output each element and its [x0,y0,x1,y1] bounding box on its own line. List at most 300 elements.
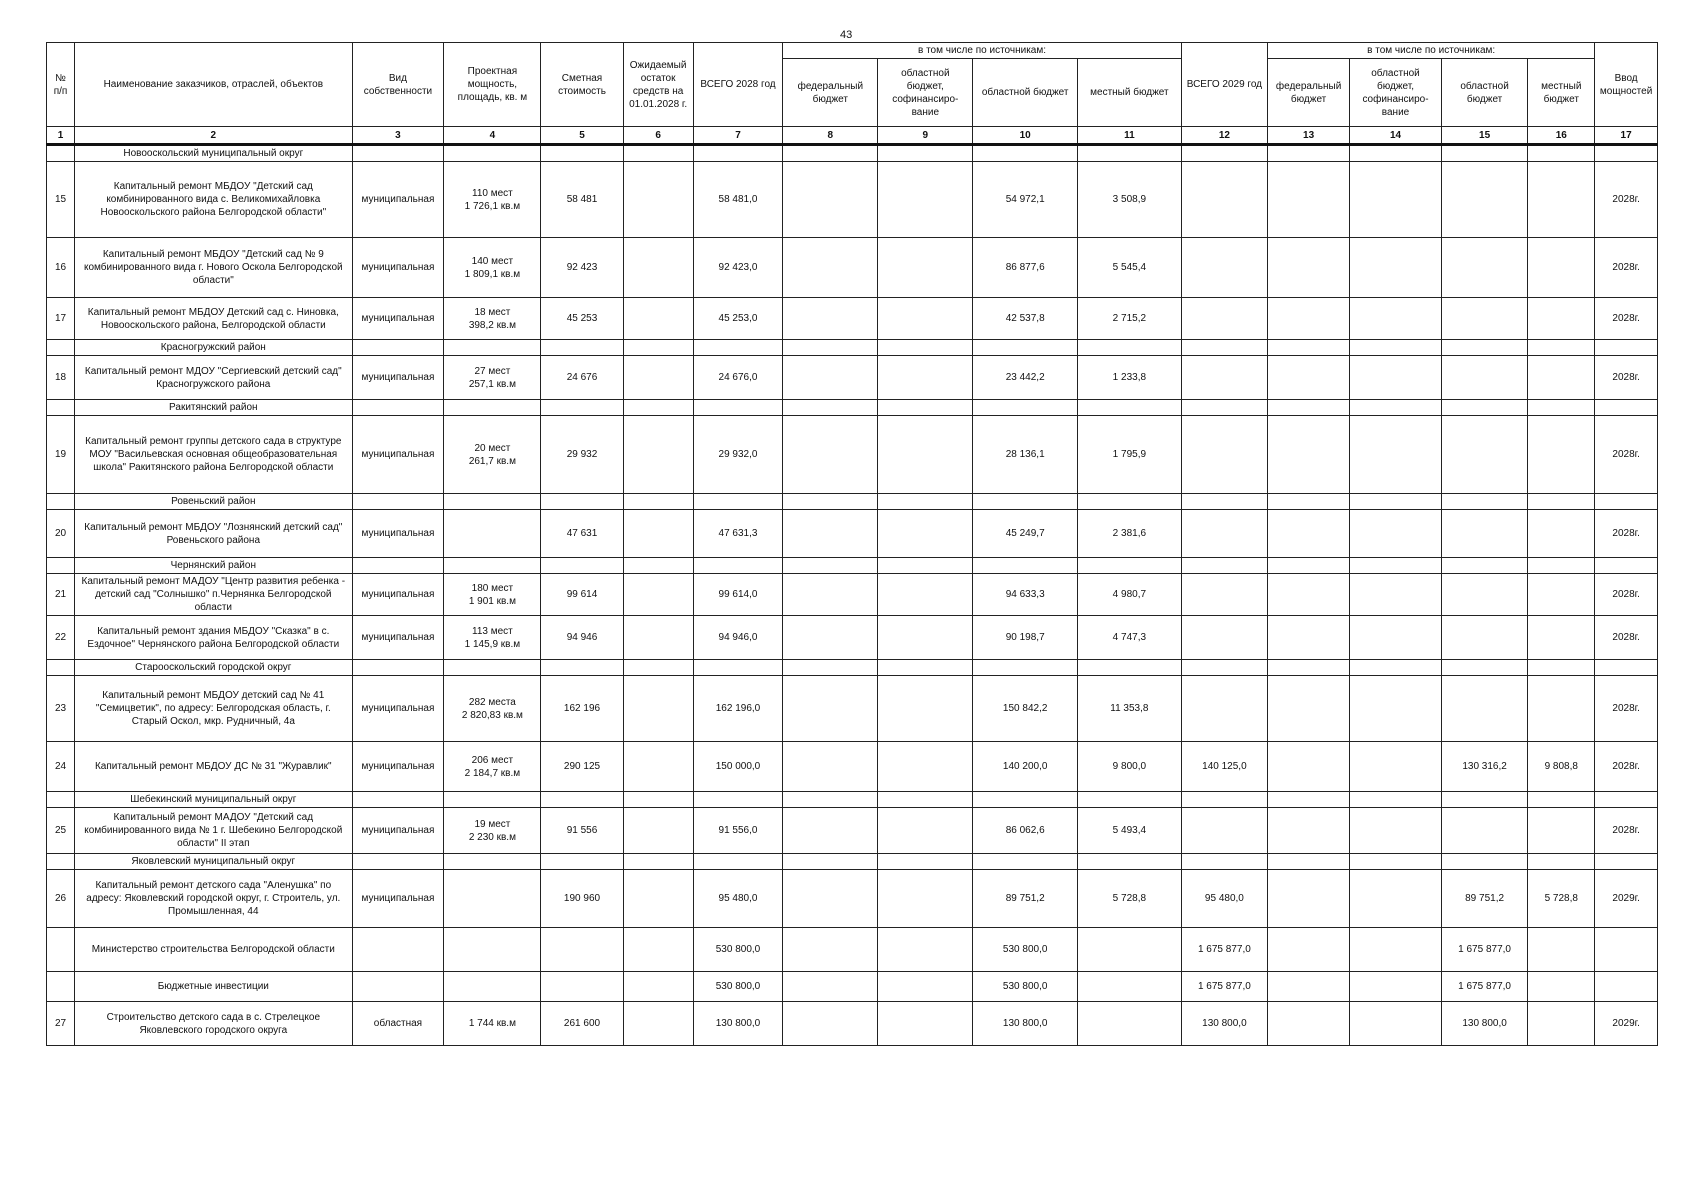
total-2028-cell: 91 556,0 [693,808,783,854]
section-row [47,340,1658,356]
empty-cell [783,400,878,416]
object-name-cell: Капитальный ремонт МАДОУ "Центр развития ребенка - детский сад "Солнышко" п.Чернянка Белгородской области [75,574,352,616]
table-row [47,616,1658,660]
empty-cell [444,340,541,356]
empty-cell [1078,558,1182,574]
cofinancing-cell [878,416,973,494]
empty-cell [541,494,623,510]
local-budget-2029-cell [1528,356,1595,400]
total-2028-cell: 47 631,3 [693,510,783,558]
total-2029-cell: 130 800,0 [1181,1002,1267,1046]
section-title: Шебекинский муниципальный округ [75,792,352,808]
empty-cell [1268,792,1350,808]
cofinancing-cell [878,510,973,558]
total-2029-cell [1181,510,1267,558]
empty-cell [1595,145,1658,162]
empty-cell [352,928,444,972]
empty-cell [1350,340,1442,356]
object-name-cell: Капитальный ремонт МБДОУ "Детский сад № 9 комбинированного вида г. Нового Оскола Белгородской области" [75,238,352,298]
empty-cell [541,854,623,870]
empty-cell [783,558,878,574]
commissioning-year-cell: 2028г. [1595,162,1658,238]
empty-cell [623,340,693,356]
capacity-cell [444,574,541,616]
column-number: 14 [1350,127,1442,145]
empty-cell [1268,854,1350,870]
header-regional-cofin-2029: областной бюджет, софинансиро-вание [1350,59,1442,127]
empty-cell [1595,340,1658,356]
estimated-cost-cell: 94 946 [541,616,623,660]
federal-budget-cell [783,742,878,792]
object-name-cell: Капитальный ремонт МБДОУ Детский сад с. Ниновка, Новооскольского района, Белгородской области [75,298,352,340]
table-row [47,1002,1658,1046]
table-row [47,742,1658,792]
empty-cell [623,145,693,162]
empty-cell [1441,494,1527,510]
section-title: Старооскольский городской округ [75,660,352,676]
empty-cell [623,400,693,416]
empty-cell [1350,558,1442,574]
capacity-places: 27 мест [474,365,511,377]
empty-cell [1528,145,1595,162]
header-federal-2029: федеральный бюджет [1268,59,1350,127]
column-number: 16 [1528,127,1595,145]
local-budget-cell: 5 728,8 [1078,870,1182,928]
empty-cell [878,400,973,416]
local-budget-cell: 9 800,0 [1078,742,1182,792]
empty-cell [1350,660,1442,676]
empty-cell [1268,558,1350,574]
empty-cell [783,145,878,162]
regional-budget-cell: 86 062,6 [973,808,1078,854]
capacity-places: 19 мест [474,818,511,830]
header-capacity: Проектная мощность, площадь, кв. м [444,43,541,127]
empty-cell [47,792,75,808]
cofinancing-cell [878,808,973,854]
header-total-2029: ВСЕГО 2029 год [1181,43,1267,127]
regional-budget-cell: 530 800,0 [973,928,1078,972]
capacity-area: 257,1 кв.м [468,378,516,390]
empty-cell [444,972,541,1002]
empty-cell [1595,854,1658,870]
federal-budget-2029-cell [1268,1002,1350,1046]
federal-budget-cell [783,1002,878,1046]
total-2029-cell: 1 675 877,0 [1181,928,1267,972]
row-number-cell: 16 [47,238,75,298]
empty-cell [1181,494,1267,510]
empty-cell [352,494,444,510]
empty-cell [1268,400,1350,416]
expected-balance-cell [623,356,693,400]
total-2029-cell [1181,356,1267,400]
regional-budget-2029-cell: 130 316,2 [1441,742,1527,792]
regional-budget-2029-cell [1441,574,1527,616]
regional-budget-2029-cell [1441,808,1527,854]
commissioning-year-cell: 2028г. [1595,574,1658,616]
regional-budget-2029-cell: 1 675 877,0 [1441,972,1527,1002]
column-number: 1 [47,127,75,145]
capacity-cell [444,238,541,298]
expected-balance-cell [623,808,693,854]
local-budget-2029-cell [1528,298,1595,340]
empty-cell [47,340,75,356]
regional-budget-cell: 130 800,0 [973,1002,1078,1046]
cofinancing-cell [878,616,973,660]
total-2029-cell [1181,616,1267,660]
column-number: 13 [1268,127,1350,145]
column-number: 3 [352,127,444,145]
empty-cell [973,400,1078,416]
cofinancing-cell [878,870,973,928]
empty-cell [878,494,973,510]
cofinancing-cell [878,298,973,340]
empty-cell [541,792,623,808]
column-number: 2 [75,127,352,145]
column-number: 17 [1595,127,1658,145]
empty-cell [1268,145,1350,162]
object-name-cell: Капитальный ремонт МБДОУ "Лознянский детский сад" Ровеньского района [75,510,352,558]
ownership-cell: муниципальная [352,676,444,742]
section-title: Новооскольский муниципальный округ [75,145,352,162]
ownership-cell: муниципальная [352,616,444,660]
expected-balance-cell [623,298,693,340]
commissioning-year-cell: 2028г. [1595,356,1658,400]
empty-cell [352,792,444,808]
summary-row [47,972,1658,1002]
empty-cell [878,854,973,870]
local-budget-cell: 4 980,7 [1078,574,1182,616]
cofinancing-2029-cell [1350,356,1442,400]
column-number: 11 [1078,127,1182,145]
federal-budget-2029-cell [1268,510,1350,558]
local-budget-cell [1078,1002,1182,1046]
estimated-cost-cell: 24 676 [541,356,623,400]
empty-cell [1181,792,1267,808]
federal-budget-cell [783,676,878,742]
capacity-area: 2 184,7 кв.м [464,767,521,779]
empty-cell [878,145,973,162]
federal-budget-cell [783,616,878,660]
capacity-cell [444,356,541,400]
total-2028-cell: 45 253,0 [693,298,783,340]
capacity-places: 20 мест [474,442,511,454]
empty-cell [1528,854,1595,870]
empty-cell [1595,558,1658,574]
empty-cell [444,558,541,574]
header-regional-2029: областной бюджет [1441,59,1527,127]
capacity-area: 261,7 кв.м [468,455,516,467]
ownership-cell: муниципальная [352,416,444,494]
regional-budget-2029-cell [1441,356,1527,400]
empty-cell [1078,400,1182,416]
capacity-area: 1 809,1 кв.м [464,268,521,280]
federal-budget-2029-cell [1268,298,1350,340]
local-budget-2029-cell [1528,616,1595,660]
cofinancing-2029-cell [1350,574,1442,616]
empty-cell [1268,340,1350,356]
total-2028-cell: 29 932,0 [693,416,783,494]
capacity-cell [444,162,541,238]
total-2028-cell: 58 481,0 [693,162,783,238]
expected-balance-cell [623,870,693,928]
capacity-places: 110 мест [472,187,513,199]
local-budget-2029-cell [1528,510,1595,558]
row-number-cell: 15 [47,162,75,238]
capacity-cell [444,416,541,494]
regional-budget-cell: 28 136,1 [973,416,1078,494]
budget-table [46,42,1658,1046]
empty-cell [973,792,1078,808]
row-number-cell: 24 [47,742,75,792]
cofinancing-2029-cell [1350,808,1442,854]
ownership-cell: муниципальная [352,742,444,792]
total-2029-cell [1181,676,1267,742]
empty-cell [444,145,541,162]
column-number: 6 [623,127,693,145]
regional-budget-cell: 140 200,0 [973,742,1078,792]
total-2028-cell: 150 000,0 [693,742,783,792]
empty-cell [973,660,1078,676]
expected-balance-cell [623,616,693,660]
table-row [47,870,1658,928]
header-estimated-cost: Сметная стоимость [541,43,623,127]
column-number: 7 [693,127,783,145]
empty-cell [541,972,623,1002]
commissioning-year-cell: 2028г. [1595,742,1658,792]
local-budget-cell: 1 233,8 [1078,356,1182,400]
section-row [47,400,1658,416]
federal-budget-cell [783,808,878,854]
local-budget-2029-cell [1528,416,1595,494]
empty-cell [623,854,693,870]
total-2029-cell [1181,298,1267,340]
empty-cell [541,340,623,356]
federal-budget-cell [783,238,878,298]
section-title: Красногружский район [75,340,352,356]
empty-cell [1441,792,1527,808]
capacity-cell [444,298,541,340]
empty-cell [47,660,75,676]
column-number: 5 [541,127,623,145]
empty-cell [1441,854,1527,870]
regional-budget-2029-cell [1441,238,1527,298]
header-commissioning: Ввод мощностей [1595,43,1658,127]
column-number: 12 [1181,127,1267,145]
section-title: Яковлевский муниципальный округ [75,854,352,870]
empty-cell [47,558,75,574]
empty-cell [1078,792,1182,808]
commissioning-year-cell: 2029г. [1595,1002,1658,1046]
table-row [47,298,1658,340]
ownership-cell: муниципальная [352,870,444,928]
federal-budget-cell [783,162,878,238]
empty-cell [1350,494,1442,510]
empty-cell [878,558,973,574]
object-name-cell: Капитальный ремонт детского сада "Аленушка" по адресу: Яковлевский городской округ, г. Строитель, ул. Промышленная, 44 [75,870,352,928]
section-row [47,792,1658,808]
section-row [47,558,1658,574]
empty-cell [1181,145,1267,162]
empty-cell [1181,854,1267,870]
empty-cell [444,660,541,676]
header-regional-cofin: областной бюджет, софинансиро-вание [878,59,973,127]
federal-budget-2029-cell [1268,238,1350,298]
empty-cell [1350,400,1442,416]
regional-budget-cell: 23 442,2 [973,356,1078,400]
empty-cell [1078,494,1182,510]
object-name-cell: Капитальный ремонт МБДОУ детский сад № 41 "Семицветик", по адресу: Белгородская область, г. Старый Оскол, мкр. Рудничный, 4а [75,676,352,742]
total-2029-cell [1181,416,1267,494]
empty-cell [623,928,693,972]
regional-budget-2029-cell: 1 675 877,0 [1441,928,1527,972]
local-budget-cell: 1 795,9 [1078,416,1182,494]
row-number-cell: 22 [47,616,75,660]
empty-cell [1441,660,1527,676]
estimated-cost-cell: 162 196 [541,676,623,742]
total-2028-cell: 99 614,0 [693,574,783,616]
empty-cell [1528,494,1595,510]
empty-cell [47,145,75,162]
empty-cell [444,494,541,510]
federal-budget-cell [783,510,878,558]
total-2029-cell [1181,808,1267,854]
section-title: Чернянский район [75,558,352,574]
empty-cell [1441,558,1527,574]
row-number-cell: 21 [47,574,75,616]
regional-budget-cell: 86 877,6 [973,238,1078,298]
capacity-places: 1 744 кв.м [468,1018,516,1029]
total-2029-cell: 1 675 877,0 [1181,972,1267,1002]
object-name-cell: Строительство детского сада в с. Стрелецкое Яковлевского городского округа [75,1002,352,1046]
cofinancing-cell [878,742,973,792]
empty-cell [693,494,783,510]
section-row [47,660,1658,676]
header-ownership: Вид собственности [352,43,444,127]
regional-budget-cell: 42 537,8 [973,298,1078,340]
column-number: 15 [1441,127,1527,145]
estimated-cost-cell: 47 631 [541,510,623,558]
row-number-cell: 25 [47,808,75,854]
empty-cell [973,854,1078,870]
empty-cell [1595,792,1658,808]
empty-cell [541,928,623,972]
capacity-places: 180 мест [471,582,514,594]
table-row [47,510,1658,558]
expected-balance-cell [623,676,693,742]
column-number: 9 [878,127,973,145]
estimated-cost-cell: 190 960 [541,870,623,928]
empty-cell [973,340,1078,356]
page-number: 43 [840,29,853,41]
empty-cell [1350,792,1442,808]
total-2029-cell [1181,238,1267,298]
capacity-places: 18 мест [474,306,511,318]
column-number: 10 [973,127,1078,145]
federal-budget-cell [783,870,878,928]
federal-budget-2029-cell [1268,574,1350,616]
empty-cell [973,494,1078,510]
empty-cell [444,854,541,870]
empty-cell [783,972,878,1002]
empty-cell [1181,340,1267,356]
estimated-cost-cell: 92 423 [541,238,623,298]
federal-budget-2029-cell [1268,742,1350,792]
empty-cell [623,792,693,808]
section-title: Ракитянский район [75,400,352,416]
empty-cell [623,972,693,1002]
regional-budget-2029-cell [1441,616,1527,660]
empty-cell [352,400,444,416]
empty-cell [1181,558,1267,574]
empty-cell [878,972,973,1002]
empty-cell [693,792,783,808]
local-budget-2029-cell: 9 808,8 [1528,742,1595,792]
capacity-cell [444,676,541,742]
empty-cell [1181,660,1267,676]
empty-cell [352,972,444,1002]
expected-balance-cell [623,416,693,494]
cofinancing-2029-cell [1350,676,1442,742]
commissioning-year-cell: 2028г. [1595,808,1658,854]
capacity-places: 140 мест [471,255,514,267]
empty-cell [1268,494,1350,510]
expected-balance-cell [623,1002,693,1046]
header-sources-2028: в том числе по источникам: [783,43,1181,59]
regional-budget-2029-cell: 89 751,2 [1441,870,1527,928]
estimated-cost-cell: 45 253 [541,298,623,340]
object-name-cell: Капитальный ремонт МДОУ "Сергиевский детский сад" Красногружского района [75,356,352,400]
empty-cell [1078,660,1182,676]
empty-cell [973,145,1078,162]
regional-budget-cell: 89 751,2 [973,870,1078,928]
summary-title: Бюджетные инвестиции [75,972,352,1002]
regional-budget-2029-cell [1441,416,1527,494]
commissioning-year-cell: 2028г. [1595,238,1658,298]
empty-cell [1595,494,1658,510]
row-number-cell: 17 [47,298,75,340]
ownership-cell: муниципальная [352,574,444,616]
header-num: № п/п [47,43,75,127]
row-number-cell: 19 [47,416,75,494]
regional-budget-2029-cell [1441,510,1527,558]
cofinancing-2029-cell [1350,298,1442,340]
section-row [47,494,1658,510]
header-sources-2029: в том числе по источникам: [1268,43,1595,59]
local-budget-cell: 3 508,9 [1078,162,1182,238]
empty-cell [878,340,973,356]
cofinancing-cell [878,162,973,238]
total-2029-cell: 95 480,0 [1181,870,1267,928]
empty-cell [1528,660,1595,676]
regional-budget-cell: 54 972,1 [973,162,1078,238]
regional-budget-cell: 90 198,7 [973,616,1078,660]
table-row [47,162,1658,238]
empty-cell [541,660,623,676]
local-budget-2029-cell [1528,574,1595,616]
section-title: Ровеньский район [75,494,352,510]
total-2028-cell: 162 196,0 [693,676,783,742]
empty-cell [1078,854,1182,870]
regional-budget-2029-cell [1441,162,1527,238]
cofinancing-cell [878,1002,973,1046]
empty-cell [1528,972,1595,1002]
regional-budget-cell: 45 249,7 [973,510,1078,558]
regional-budget-2029-cell [1441,298,1527,340]
expected-balance-cell [623,742,693,792]
local-budget-cell: 2 715,2 [1078,298,1182,340]
capacity-cell [444,870,541,928]
empty-cell [1268,972,1350,1002]
